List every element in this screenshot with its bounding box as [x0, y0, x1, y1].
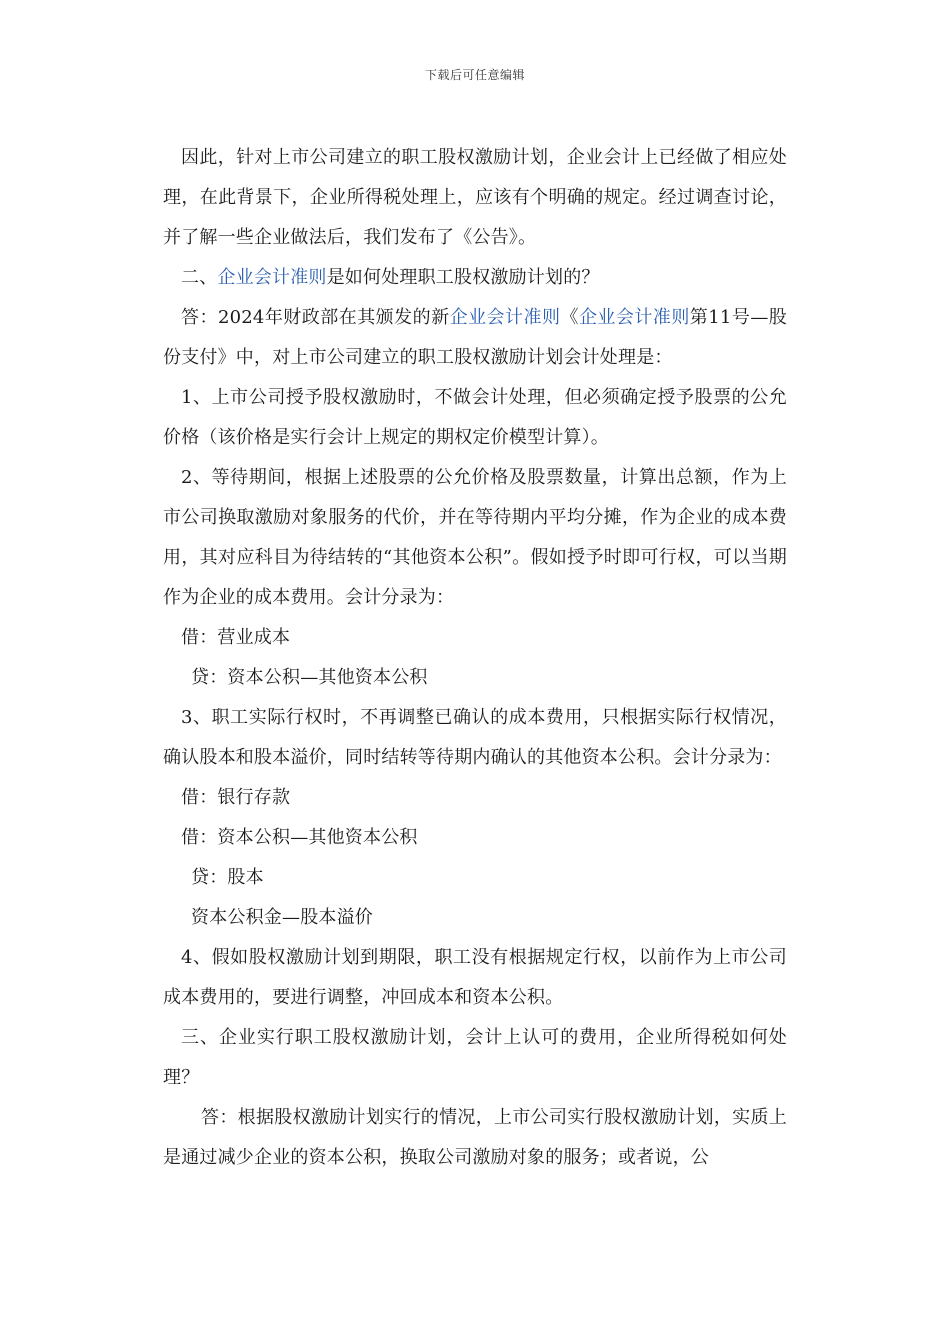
- section-heading-3: 三、企业实行职工股权激励计划，会计上认可的费用，企业所得税如何处理？: [163, 1027, 787, 1088]
- entry-credit-share-capital: 贷：股本: [191, 867, 264, 888]
- paragraph-item-1: 1、上市公司授予股权激励时，不做会计处理，但必须确定授予股票的公允价格（该价格是实行会计上规定的期权定价模型计算）。: [163, 387, 787, 448]
- paragraph-item-4: 4、假如股权激励计划到期限，职工没有根据规定行权，以前作为上市公司成本费用的，要进行调整，冲回成本和资本公积。: [163, 947, 787, 1008]
- page-header: 下载后可任意编辑: [424, 68, 525, 82]
- answer-bracket: 《: [560, 307, 579, 328]
- link-accounting-standards-2[interactable]: 企业会计准则: [578, 307, 690, 328]
- entry-debit-capital-reserve: 借：资本公积—其他资本公积: [181, 827, 418, 848]
- paragraph-background: 因此，针对上市公司建立的职工股权激励计划，企业会计上已经做了相应处理，在此背景下，企业所得税处理上，应该有个明确的规定。经过调查讨论，并了解一些企业做法后，我们发布了《公告》。: [163, 147, 787, 248]
- paragraph-answer-3: 答：根据股权激励计划实行的情况，上市公司实行股权激励计划，实质上是通过减少企业的资本公积，换取公司激励对象的服务；或者说，公: [163, 1107, 787, 1168]
- entry-credit-capital-reserve: 贷：资本公积—其他资本公积: [191, 667, 428, 688]
- section-heading-2: [163, 258, 787, 298]
- answer-suffix: 第11号—股份支付》中，对上市公司建立的职工股权激励计划会计处理是：: [163, 307, 788, 368]
- heading-suffix: 是如何处理职工股权激励计划的？: [326, 267, 600, 288]
- heading-prefix: 二、: [181, 267, 218, 288]
- entry-debit-operating-cost: 借：营业成本: [181, 627, 291, 648]
- paragraph-item-3: 3、职工实际行权时，不再调整已确认的成本费用，只根据实际行权情况，确认股本和股本溢价，同时结转等待期内确认的其他资本公积。会计分录为：: [163, 707, 787, 768]
- paragraph-item-2: 2、等待期间，根据上述股票的公允价格及股票数量，计算出总额，作为上市公司换取激励对象服务的代价，并在等待期内平均分摊，作为企业的成本费用，其对应科目为待结转的“其他资本公积”。假如授予时即可行权，可以当期作为企业的成本费用。会计分录为：: [163, 467, 787, 608]
- document-body: [163, 138, 787, 1178]
- entry-share-premium: 资本公积金—股本溢价: [191, 907, 373, 928]
- paragraph-answer-1: [163, 298, 787, 378]
- link-accounting-standards-1[interactable]: 企业会计准则: [449, 307, 561, 328]
- link-accounting-standards[interactable]: 企业会计准则: [217, 267, 327, 288]
- entry-debit-bank-deposit: 借：银行存款: [181, 787, 291, 808]
- answer-prefix: 答：2024年财政部在其颁发的新: [181, 307, 450, 328]
